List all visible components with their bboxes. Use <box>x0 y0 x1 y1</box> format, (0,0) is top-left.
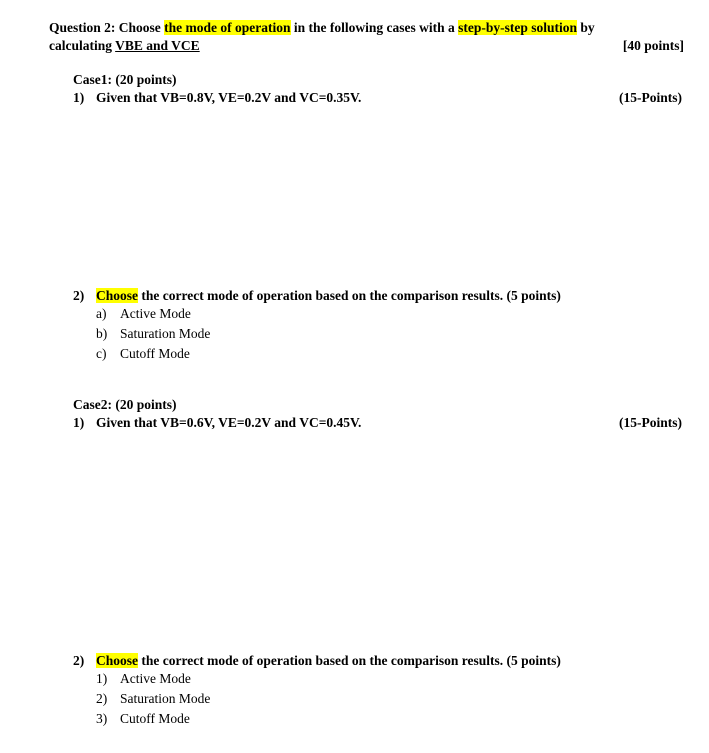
case2-option-2-marker: 2) <box>96 691 108 706</box>
case1-q2-line <box>96 288 561 304</box>
case2-option-3-label: Cutoff Mode <box>120 711 190 726</box>
question-prefix: Question 2: Choose <box>49 20 165 35</box>
case1-q1-text: Given that VB=0.8V, VE=0.2V and VC=0.35V. <box>96 90 362 105</box>
case2-q1-points: (15-Points) <box>619 415 682 430</box>
question-heading-line1 <box>49 20 595 36</box>
question-vbe-vce: VBE and VCE <box>115 38 200 53</box>
case2-title: Case2: (20 points) <box>73 397 177 412</box>
question-mid: in the following cases with a <box>290 20 459 35</box>
highlight-step-by-step: step-by-step solution <box>458 20 578 35</box>
case2-option-2-label: Saturation Mode <box>120 691 211 706</box>
case1-q2-number: 2) <box>73 288 85 303</box>
highlight-mode-of-operation: the mode of operation <box>164 20 291 35</box>
question-points: [40 points] <box>622 38 684 53</box>
case1-option-b-marker: b) <box>96 326 108 341</box>
case2-q2-line <box>96 653 561 669</box>
case1-option-b-label: Saturation Mode <box>120 326 211 341</box>
case1-q1-points: (15-Points) <box>619 90 682 105</box>
case2-q2-text: the correct mode of operation based on the comparison results. (5 points) <box>138 653 561 668</box>
case1-title: Case1: (20 points) <box>73 72 177 87</box>
case1-option-a-label: Active Mode <box>120 306 191 321</box>
question-suffix: by <box>577 20 595 35</box>
question-line2-prefix: calculating <box>49 38 116 53</box>
case1-option-a-marker: a) <box>96 306 107 321</box>
case2-q2-highlight: Choose <box>96 653 139 668</box>
case2-q1-number: 1) <box>73 415 85 430</box>
question-heading-line2 <box>49 38 200 54</box>
case2-option-1-label: Active Mode <box>120 671 191 686</box>
case1-q2-text: the correct mode of operation based on the comparison results. (5 points) <box>138 288 561 303</box>
case2-q2-number: 2) <box>73 653 85 668</box>
case1-option-c-label: Cutoff Mode <box>120 346 190 361</box>
case1-option-c-marker: c) <box>96 346 107 361</box>
case1-q1-number: 1) <box>73 90 85 105</box>
case2-option-1-marker: 1) <box>96 671 108 686</box>
case2-option-3-marker: 3) <box>96 711 108 726</box>
case1-q2-highlight: Choose <box>96 288 139 303</box>
case2-q1-text: Given that VB=0.6V, VE=0.2V and VC=0.45V. <box>96 415 362 430</box>
